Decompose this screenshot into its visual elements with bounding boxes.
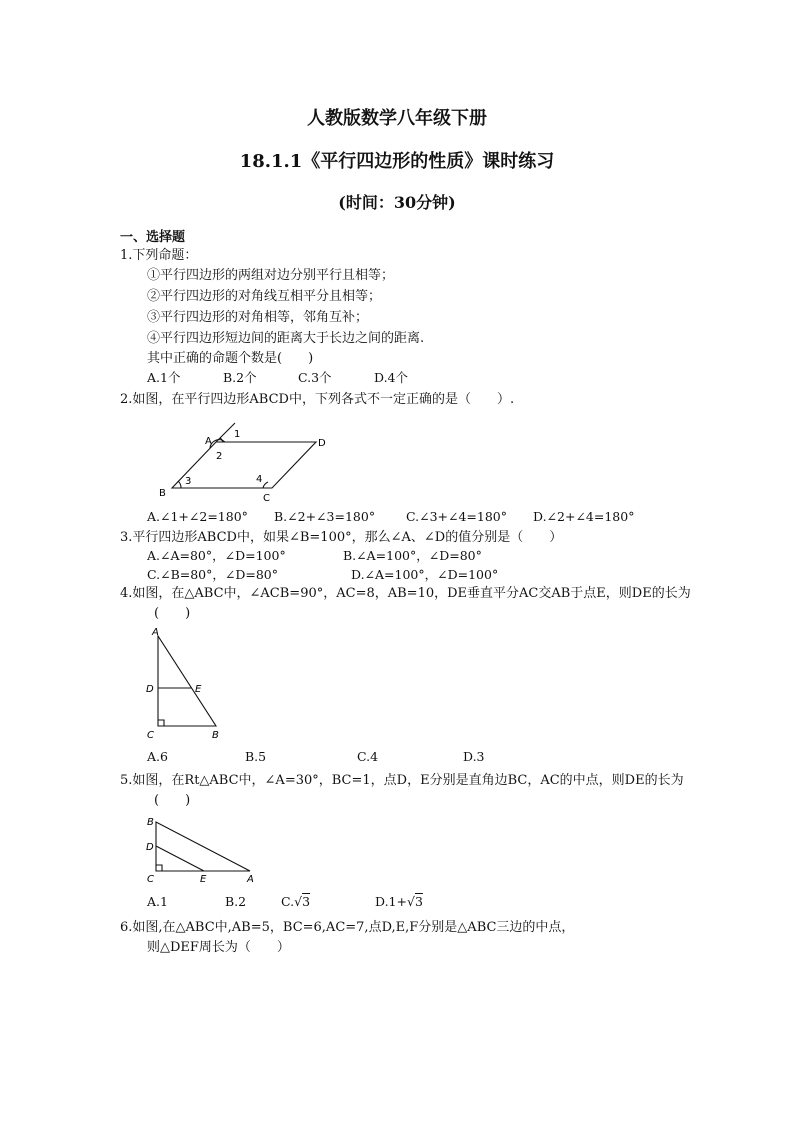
q5-answer-paren: ( ) (154, 793, 191, 808)
q5-label-b: B (147, 817, 154, 828)
q2-label-b: B (159, 488, 166, 499)
time-limit: (时间：30分钟) (338, 193, 456, 212)
q2-angle-1: 1 (234, 429, 241, 440)
q4-stem: 4.如图，在△ABC中，∠ACB=90°，AC=8，AB=10，DE垂直平分AC交AB于点E，则DE的长为 (120, 586, 691, 601)
q3-option-a: A.∠A=80°，∠D=100° (147, 548, 286, 563)
section-heading: 一、选择题 (120, 230, 186, 245)
q5-label-d: D (146, 842, 154, 853)
q4-option-d: D.3 (463, 749, 485, 764)
q6-stem: 6.如图,在△ABC中,AB=5，BC=6,AC=7,点D,E,F分别是△ABC三边的中点， (120, 920, 575, 935)
q4-label-b: B (212, 730, 219, 741)
q4-label-e: E (195, 684, 202, 695)
q2-label-a: A (205, 436, 212, 447)
q3-option-c: C.∠B=80°，∠D=80° (147, 567, 279, 582)
q5-label-e: E (200, 874, 207, 884)
q5-triangle-figure (142, 812, 262, 884)
q5-label-c: C (147, 874, 154, 884)
radical-sign-icon: √ (294, 894, 303, 909)
q3-option-d: D.∠A=100°，∠D=100° (351, 567, 499, 582)
q2-option-b: B.∠2+∠3=180° (274, 509, 376, 524)
q2-label-c: C (263, 493, 270, 504)
q2-angle-3: 3 (185, 476, 192, 487)
q1-option-a: A.1个 (147, 370, 181, 385)
q5-option-b: B.2 (225, 894, 247, 909)
radical-sign-icon: √ (406, 894, 415, 909)
q2-angle-2: 2 (216, 451, 223, 462)
q5-option-d-prefix: D.1+ (375, 894, 407, 909)
q3-option-b: B.∠A=100°，∠D=80° (343, 548, 482, 563)
q5-option-d (375, 894, 423, 909)
q2-label-d: D (318, 438, 326, 449)
q1-option-b: B.2个 (223, 370, 257, 385)
q4-option-b: B.5 (245, 749, 267, 764)
q1-item-4: ④平行四边形短边间的距离大于长边之间的距离. (147, 331, 425, 346)
q3-stem: 3.平行四边形ABCD中，如果∠B=100°，那么∠A、∠D的值分别是（ ） (120, 530, 563, 545)
q2-option-c: C.∠3+∠4=180° (406, 509, 508, 524)
lesson-title: 18.1.1《平行四边形的性质》课时练习 (239, 151, 555, 172)
q1-stem: 1.下列命题： (120, 248, 198, 263)
q5-option-c-radicand: 3 (302, 894, 311, 909)
q2-angle-4: 4 (256, 474, 263, 485)
q5-option-a: A.1 (147, 894, 168, 909)
q1-option-d: D.4个 (374, 370, 409, 385)
q4-answer-paren: ( ) (154, 606, 191, 621)
q5-option-c (281, 894, 310, 909)
q2-stem: 2.如图，在平行四边形ABCD中，下列各式不一定正确的是（ ）. (120, 392, 515, 407)
q4-triangle-figure (142, 622, 232, 742)
q2-option-a: A.∠1+∠2=180° (147, 509, 248, 524)
q4-label-a: A (152, 627, 159, 638)
q1-option-c: C.3个 (298, 370, 332, 385)
q6-stem-line2: 则△DEF周长为（ ） (147, 940, 290, 955)
q4-label-c: C (147, 730, 154, 741)
q1-question: 其中正确的命题个数是( ) (147, 351, 314, 366)
q5-option-c-prefix: C. (281, 894, 295, 909)
q5-option-d-radicand: 3 (414, 894, 423, 909)
q2-parallelogram-figure (150, 420, 340, 504)
q5-label-a: A (247, 874, 254, 884)
q2-option-d: D.∠2+∠4=180° (533, 509, 635, 524)
q5-stem: 5.如图，在Rt△ABC中，∠A=30°，BC=1，点D，E分别是直角边BC，AC的中点，则DE的长为 (120, 773, 684, 788)
document-title: 人教版数学八年级下册 (307, 108, 487, 129)
q1-item-2: ②平行四边形的对角线互相平分且相等； (147, 289, 382, 304)
q4-option-c: C.4 (357, 749, 379, 764)
q1-item-3: ③平行四边形的对角相等，邻角互补； (147, 310, 369, 325)
q4-option-a: A.6 (147, 749, 168, 764)
q1-item-1: ①平行四边形的两组对边分别平行且相等； (147, 268, 395, 283)
q4-label-d: D (146, 684, 154, 695)
